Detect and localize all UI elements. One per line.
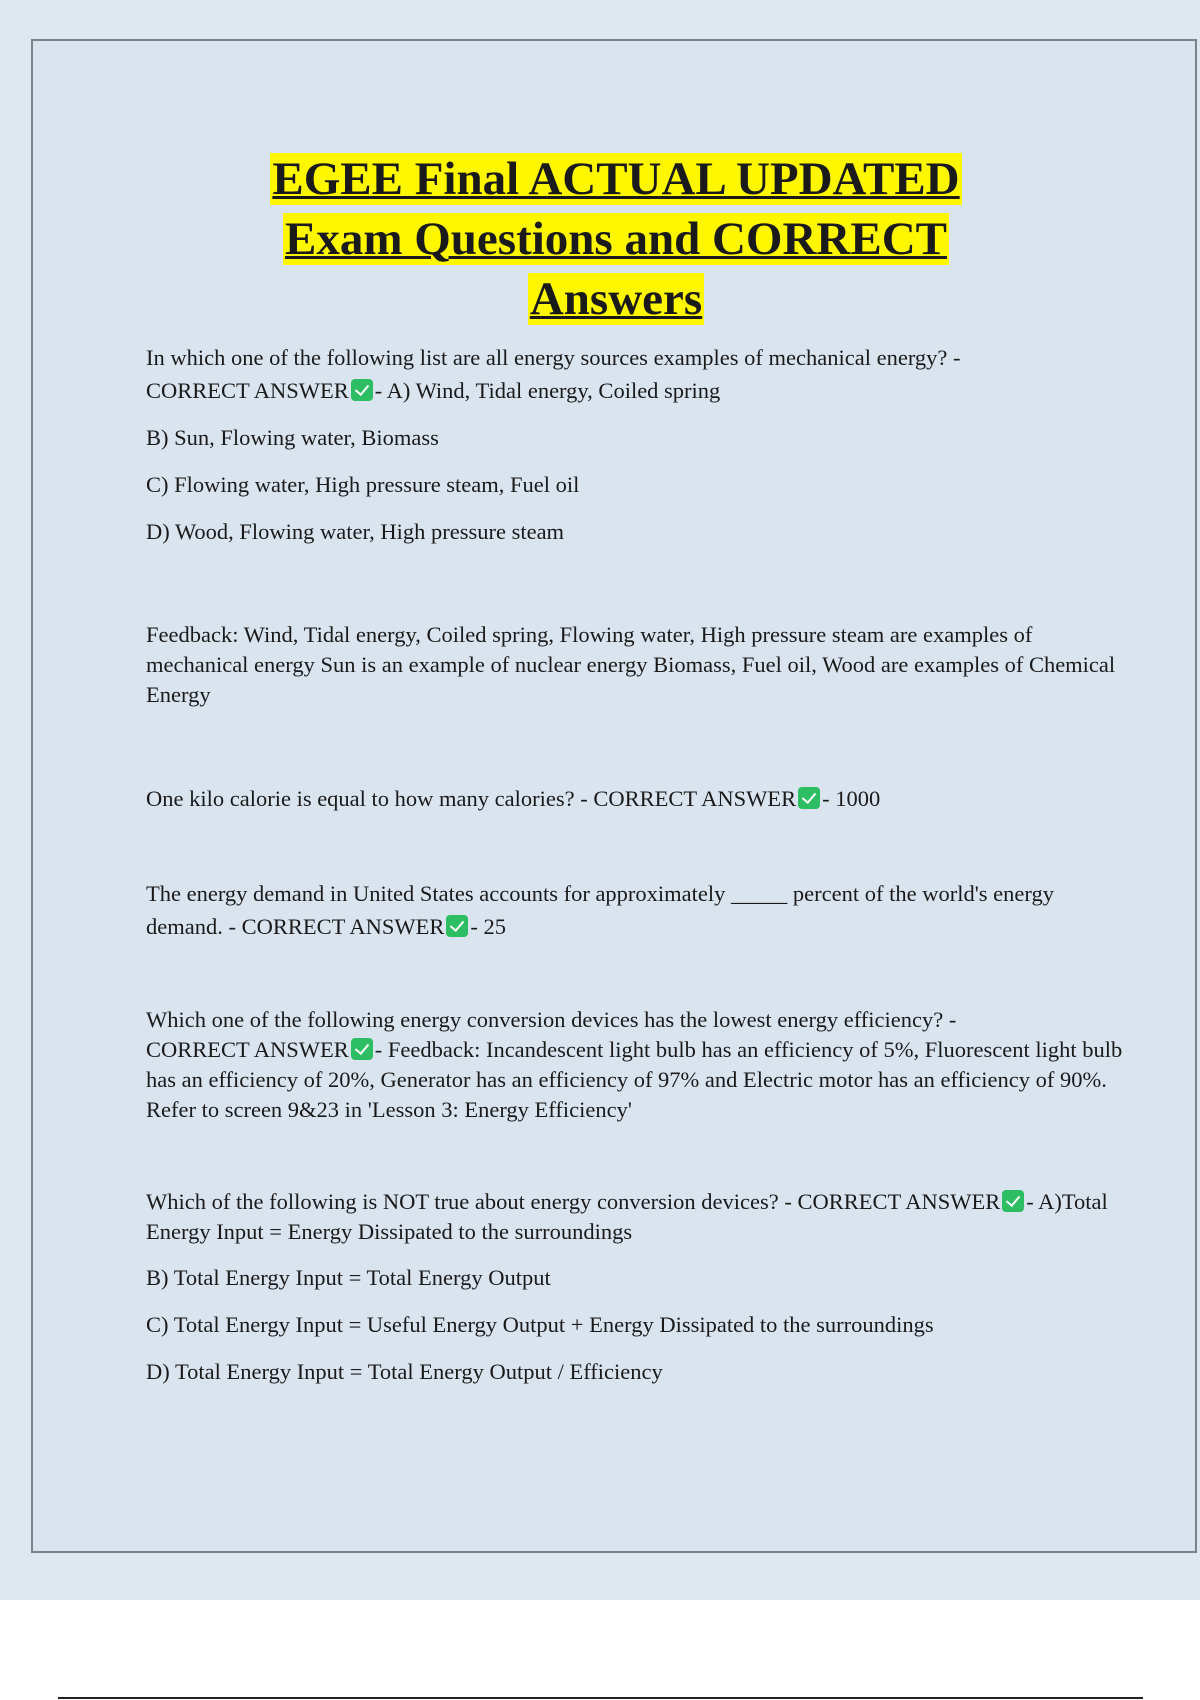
check-icon bbox=[351, 379, 373, 401]
spacer bbox=[146, 957, 1126, 1005]
question-1-option-b: B) Sun, Flowing water, Biomass bbox=[146, 425, 439, 450]
question-1-option-c: C) Flowing water, High pressure steam, Fuel oil bbox=[146, 472, 580, 497]
spacer bbox=[146, 1139, 1126, 1187]
feedback-1: Feedback: Wind, Tidal energy, Coiled spring, Flowing water, High pressure steam are examples of mechanical energy Sun is an example of nuclear energy Biomass, Fuel oil, Wood are examples of Chemical Energy bbox=[146, 622, 1116, 707]
check-icon bbox=[446, 915, 468, 937]
document-page bbox=[31, 39, 1197, 1553]
question-5-option-c: C) Total Energy Input = Useful Energy Output + Energy Dissipated to the surroundings bbox=[146, 1312, 934, 1337]
spacer bbox=[146, 724, 1126, 782]
check-icon bbox=[351, 1038, 373, 1060]
title-line-1: EGEE Final ACTUAL UPDATED bbox=[272, 153, 960, 205]
question-4 bbox=[146, 1005, 1126, 1125]
title-line-2: Exam Questions and CORRECT bbox=[284, 213, 948, 265]
question-5-text: Which of the following is NOT true about energy conversion devices? - CORRECT ANSWER bbox=[146, 1189, 1001, 1214]
question-1 bbox=[146, 341, 1126, 407]
question-5-option-b: B) Total Energy Input = Total Energy Output bbox=[146, 1265, 551, 1290]
title-line-3: Answers bbox=[529, 273, 703, 325]
footer-divider bbox=[58, 1697, 1143, 1699]
answer-label: CORRECT ANSWER bbox=[146, 1037, 349, 1062]
question-2 bbox=[146, 782, 1126, 815]
spacer bbox=[146, 562, 1126, 620]
document-title bbox=[33, 149, 1199, 329]
spacer bbox=[146, 829, 1126, 877]
document-body bbox=[146, 341, 1126, 1402]
question-3 bbox=[146, 877, 1126, 943]
question-5-option-d: D) Total Energy Input = Total Energy Output / Efficiency bbox=[146, 1359, 663, 1384]
question-2-text: One kilo calorie is equal to how many calories? - CORRECT ANSWER bbox=[146, 786, 797, 811]
check-icon bbox=[1002, 1190, 1024, 1212]
question-3-answer: - 25 bbox=[470, 914, 506, 939]
question-4-answer: - Feedback: Incandescent light bulb has an efficiency of 5%, Fluorescent light bulb has an efficiency of 20%, Generator has an efficiency of 97% and Electric motor has an efficiency of 90%. Refer to screen 9&23 in 'Lesson 3: Energy Efficiency' bbox=[146, 1037, 1123, 1122]
question-3-text: The energy demand in United States accounts for approximately _____ percent of the world's energy demand. - CORRECT ANSWER bbox=[146, 881, 1054, 939]
question-1-option-d: D) Wood, Flowing water, High pressure steam bbox=[146, 519, 565, 544]
answer-label: CORRECT ANSWER bbox=[146, 378, 349, 403]
check-icon bbox=[798, 787, 820, 809]
question-4-text: Which one of the following energy conversion devices has the lowest energy efficiency? - bbox=[146, 1007, 957, 1032]
question-1-answer: - A) Wind, Tidal energy, Coiled spring bbox=[374, 378, 721, 403]
question-5 bbox=[146, 1187, 1126, 1247]
question-1-text: In which one of the following list are all energy sources examples of mechanical energy? - bbox=[146, 345, 961, 370]
question-2-answer: - 1000 bbox=[822, 786, 881, 811]
question-5-answer: - A)Total Energy Input = Energy Dissipated to the surroundings bbox=[146, 1189, 1108, 1244]
